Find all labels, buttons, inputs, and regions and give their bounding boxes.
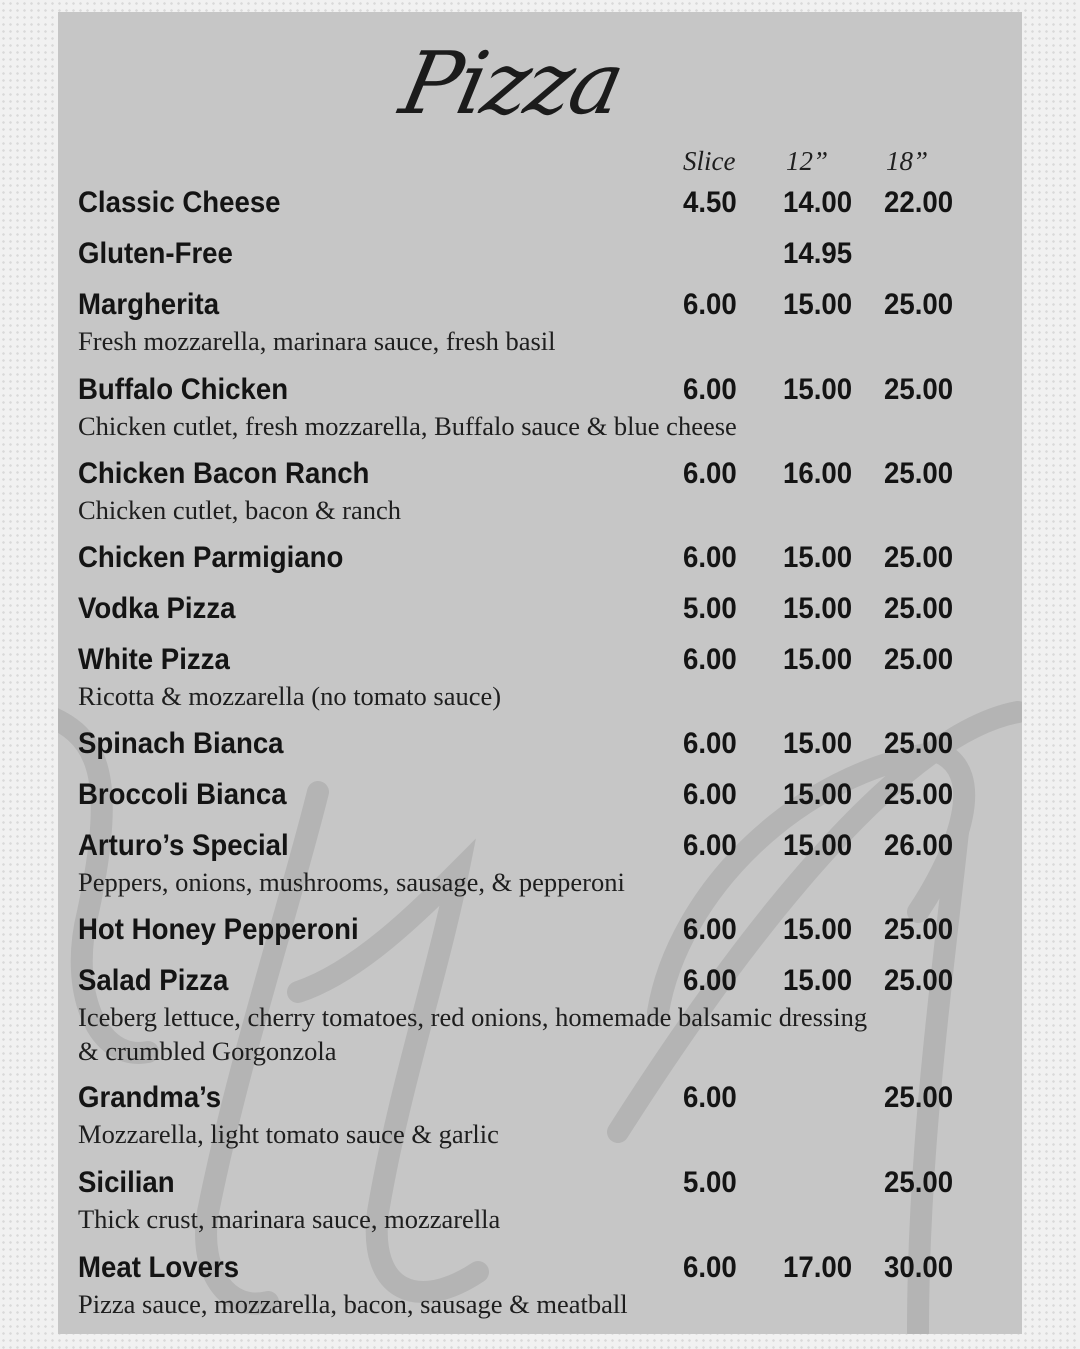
price-slice: 6.00 — [683, 643, 737, 676]
price-slice: 6.00 — [683, 373, 737, 406]
price-slice: 5.00 — [683, 592, 737, 625]
item-name: Sicilian — [78, 1166, 175, 1199]
item-name: Salad Pizza — [78, 964, 229, 997]
price-slice: 5.00 — [683, 1166, 737, 1199]
price-twelve: 15.00 — [783, 829, 853, 862]
price-twelve: 15.00 — [783, 643, 853, 676]
item-name: White Pizza — [78, 643, 230, 676]
price-slice: 6.00 — [683, 1251, 737, 1284]
item-description: Thick crust, marinara sauce, mozzarella — [78, 1204, 501, 1234]
column-header-slice: Slice — [683, 146, 736, 176]
price-slice: 6.00 — [683, 288, 737, 321]
item-name: Classic Cheese — [78, 186, 281, 219]
price-eighteen: 25.00 — [884, 964, 954, 997]
price-slice: 6.00 — [683, 727, 737, 760]
item-description: Chicken cutlet, fresh mozzarella, Buffalo sauce & blue cheese — [78, 411, 737, 441]
price-eighteen: 26.00 — [884, 829, 954, 862]
item-name: Margherita — [78, 288, 220, 321]
price-twelve: 15.00 — [783, 913, 853, 946]
price-twelve: 15.00 — [783, 778, 853, 811]
price-eighteen: 25.00 — [884, 373, 954, 406]
menu-panel — [58, 12, 1022, 1334]
price-eighteen: 30.00 — [884, 1251, 954, 1284]
price-slice: 6.00 — [683, 1081, 737, 1114]
price-twelve: 15.00 — [783, 541, 853, 574]
price-slice: 6.00 — [683, 829, 737, 862]
item-name: Gluten-Free — [78, 237, 233, 270]
price-twelve: 15.00 — [783, 727, 853, 760]
price-twelve: 16.00 — [783, 457, 853, 490]
price-eighteen: 25.00 — [884, 1166, 954, 1199]
item-description: Pizza sauce, mozzarella, bacon, sausage & meatball — [78, 1289, 628, 1319]
item-name: Broccoli Bianca — [78, 778, 287, 811]
item-name: Spinach Bianca — [78, 727, 284, 760]
price-twelve: 14.00 — [783, 186, 853, 219]
price-twelve: 15.00 — [783, 592, 853, 625]
price-eighteen: 25.00 — [884, 727, 954, 760]
price-twelve: 15.00 — [783, 288, 853, 321]
column-header-12-inch: 12” — [786, 146, 829, 176]
price-slice: 6.00 — [683, 541, 737, 574]
price-eighteen: 25.00 — [884, 778, 954, 811]
price-twelve: 15.00 — [783, 964, 853, 997]
item-name: Vodka Pizza — [78, 592, 236, 625]
item-name: Chicken Parmigiano — [78, 541, 344, 574]
price-twelve: 17.00 — [783, 1251, 853, 1284]
price-twelve: 15.00 — [783, 373, 853, 406]
item-name: Arturo’s Special — [78, 829, 289, 862]
item-description: Fresh mozzarella, marinara sauce, fresh basil — [78, 326, 556, 356]
price-eighteen: 25.00 — [884, 592, 954, 625]
price-eighteen: 25.00 — [884, 288, 954, 321]
price-slice: 4.50 — [683, 186, 737, 219]
item-name: Buffalo Chicken — [78, 373, 289, 406]
price-slice: 6.00 — [683, 457, 737, 490]
price-eighteen: 25.00 — [884, 643, 954, 676]
price-eighteen: 25.00 — [884, 1081, 954, 1114]
item-description: Chicken cutlet, bacon & ranch — [78, 495, 402, 525]
item-description: Iceberg lettuce, cherry tomatoes, red onions, homemade balsamic dressing — [78, 1002, 868, 1032]
item-name: Chicken Bacon Ranch — [78, 457, 370, 490]
price-eighteen: 25.00 — [884, 541, 954, 574]
price-twelve: 14.95 — [783, 237, 853, 270]
item-description: Mozzarella, light tomato sauce & garlic — [78, 1119, 499, 1149]
item-name: Meat Lovers — [78, 1251, 240, 1284]
item-description: Peppers, onions, mushrooms, sausage, & pepperoni — [78, 867, 625, 897]
price-slice: 6.00 — [683, 964, 737, 997]
item-name: Grandma’s — [78, 1081, 222, 1114]
price-eighteen: 25.00 — [884, 457, 954, 490]
item-description-continued: & crumbled Gorgonzola — [78, 1036, 337, 1066]
item-description: Ricotta & mozzarella (no tomato sauce) — [78, 681, 502, 711]
menu-title: Pizza — [392, 34, 631, 134]
price-eighteen: 25.00 — [884, 913, 954, 946]
price-slice: 6.00 — [683, 778, 737, 811]
column-header-18-inch: 18” — [886, 146, 929, 176]
item-name: Hot Honey Pepperoni — [78, 913, 359, 946]
price-slice: 6.00 — [683, 913, 737, 946]
price-eighteen: 22.00 — [884, 186, 954, 219]
